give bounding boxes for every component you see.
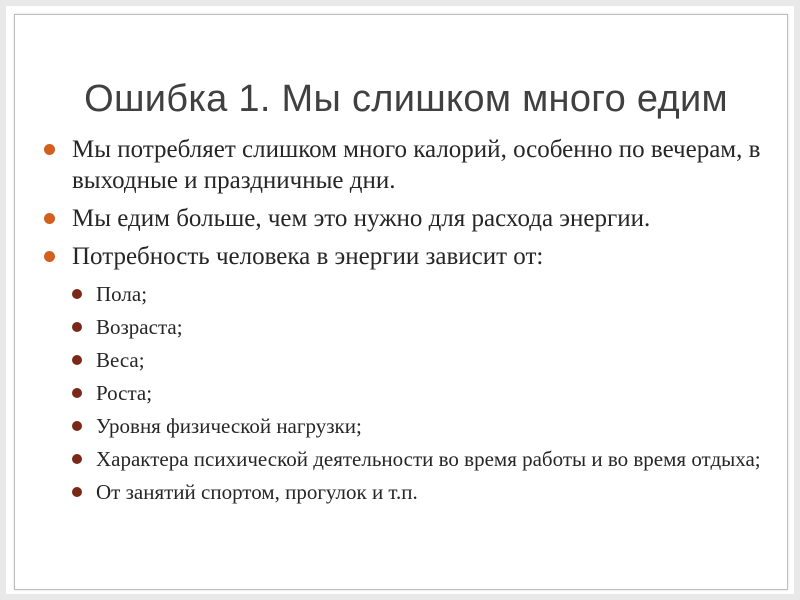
sub-bullet-text: Возраста; xyxy=(96,315,183,339)
sub-bullet-text: Пола; xyxy=(96,282,148,306)
sub-bullet-icon xyxy=(72,289,82,299)
bullet-text: Потребность человека в энергии зависит от: xyxy=(72,243,544,270)
sub-bullet-icon xyxy=(72,388,82,398)
bullet-item xyxy=(42,134,772,196)
bullet-icon xyxy=(44,251,55,262)
sub-bullet-icon xyxy=(72,454,82,464)
sub-bullet-text: Характера психической деятельности во время работы и во время отдыха; xyxy=(96,447,761,471)
sub-bullet-icon xyxy=(72,487,82,497)
sub-bullet-item xyxy=(42,444,772,474)
sub-bullet-icon xyxy=(72,421,82,431)
bullet-item xyxy=(42,203,772,234)
sub-bullet-text: Уровня физической нагрузки; xyxy=(96,414,362,438)
sub-bullet-icon xyxy=(72,322,82,332)
sub-bullet-text: Роста; xyxy=(96,381,153,405)
sub-bullet-item xyxy=(42,345,772,375)
bullet-icon xyxy=(44,213,55,224)
bullet-icon xyxy=(44,144,55,155)
slide-body xyxy=(42,134,772,510)
sub-bullet-text: От занятий спортом, прогулок и т.п. xyxy=(96,480,418,504)
sub-bullet-text: Веса; xyxy=(96,348,145,372)
sub-bullet-item xyxy=(42,477,772,507)
sub-bullet-icon xyxy=(72,355,82,365)
bullet-text: Мы потребляет слишком много калорий, особенно по вечерам, в выходные и праздничные дни. xyxy=(72,136,761,194)
sub-bullet-item xyxy=(42,378,772,408)
sub-bullet-item xyxy=(42,411,772,441)
sub-bullet-item xyxy=(42,312,772,342)
bullet-item xyxy=(42,241,772,272)
slide-title: Ошибка 1. Мы слишком много едим xyxy=(84,78,728,120)
sub-bullet-item xyxy=(42,279,772,309)
bullet-text: Мы едим больше, чем это нужно для расхода энергии. xyxy=(72,205,651,232)
